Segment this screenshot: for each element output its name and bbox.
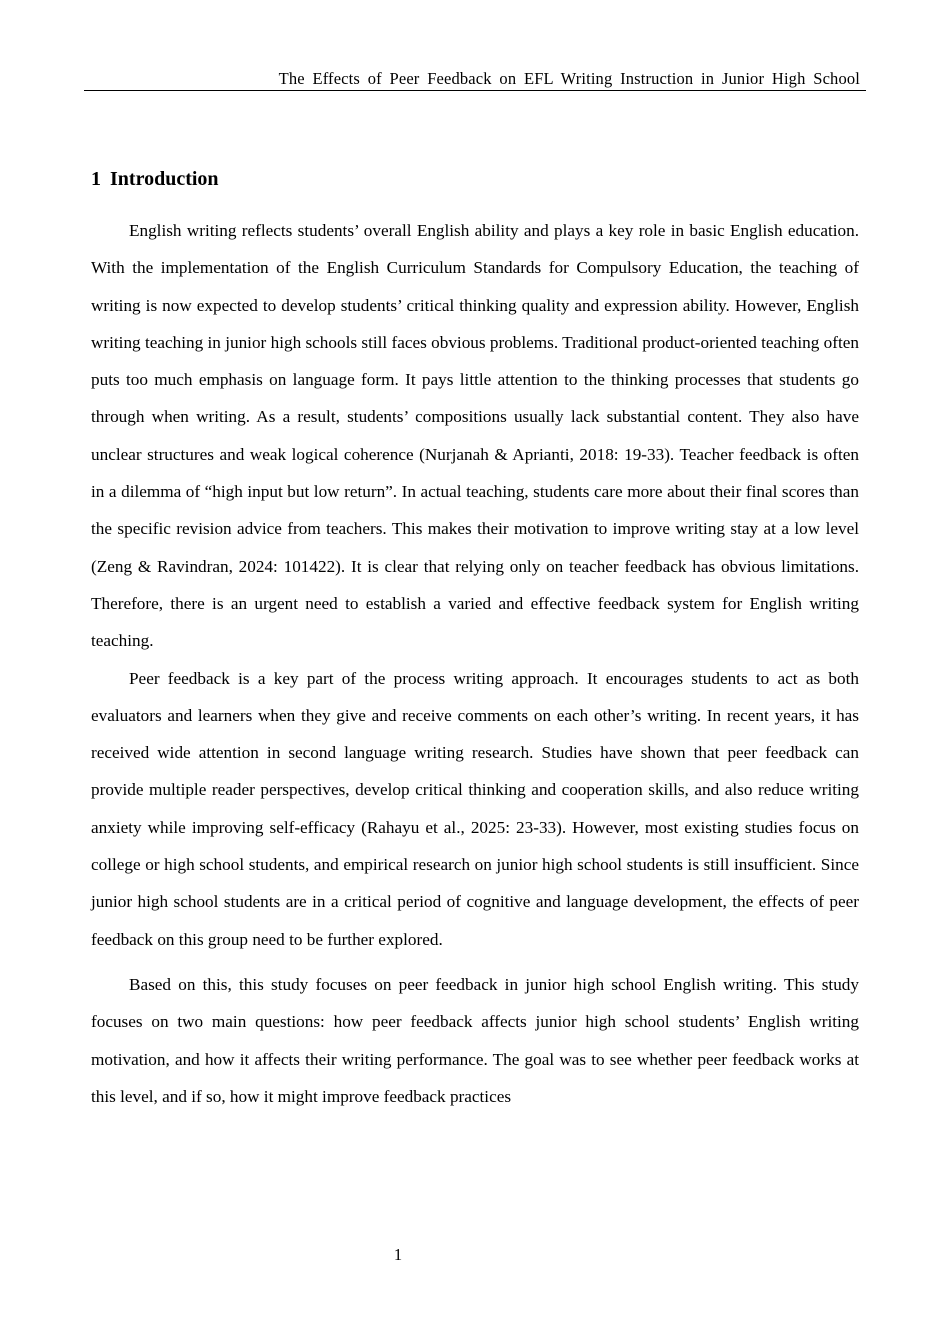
paragraph-2: Peer feedback is a key part of the process writing approach. It encourages students to act as both evaluators and learners when they give and receive comments on each other’s writing. In recent years, it has received wide attention in second language writing research. Studies have shown that peer feedback can provide multiple reader perspectives, develop critical thinking and cooperation skills, and also reduce writing anxiety while improving self-efficacy (Rahayu et al., 2025: 23-33). However, most existing studies focus on college or high school students, and empirical research on junior high school students is still insufficient. Since junior high school students are in a critical period of cognitive and language development, the effects of peer feedback on this group need to be further explored. — [91, 668, 859, 949]
paragraph-3: Based on this, this study focuses on peer feedback in junior high school English writing. This study focuses on two main questions: how peer feedback affects junior high school students’ English writing motivation, and how it affects their writing performance. The goal was to see whether peer feedback works at this level, and if so, how it might improve feedback practices — [91, 974, 859, 1106]
section-title: Introduction — [110, 168, 219, 190]
section-heading — [91, 168, 219, 191]
body-text — [91, 212, 859, 1115]
running-header — [84, 68, 866, 91]
page-number: 1 — [393, 1245, 403, 1264]
paragraph-1: English writing reflects students’ overall English ability and plays a key role in basic English education. With the implementation of the English Curriculum Standards for Compulsory Education, the teaching of writing is now expected to develop students’ critical thinking quality and expression ability. However, English writing teaching in junior high schools still faces obvious problems. Traditional product-oriented teaching often puts too much emphasis on language form. It pays little attention to the thinking processes that students go through when writing. As a result, students’ compositions usually lack substantial content. They also have unclear structures and weak logical coherence (Nurjanah & Aprianti, 2018: 19-33). Teacher feedback is often in a dilemma of “high input but low return”. In actual teaching, students care more about their final scores than the specific revision advice from teachers. This makes their motivation to improve writing stay at a low level (Zeng & Ravindran, 2024: 101422). It is clear that relying only on teacher feedback has obvious limitations. Therefore, there is an urgent need to establish a varied and effective feedback system for English writing teaching. — [91, 221, 859, 651]
running-header-title: The Effects of Peer Feedback on EFL Writing Instruction in Junior High School — [278, 69, 860, 88]
section-number: 1 — [91, 168, 101, 190]
